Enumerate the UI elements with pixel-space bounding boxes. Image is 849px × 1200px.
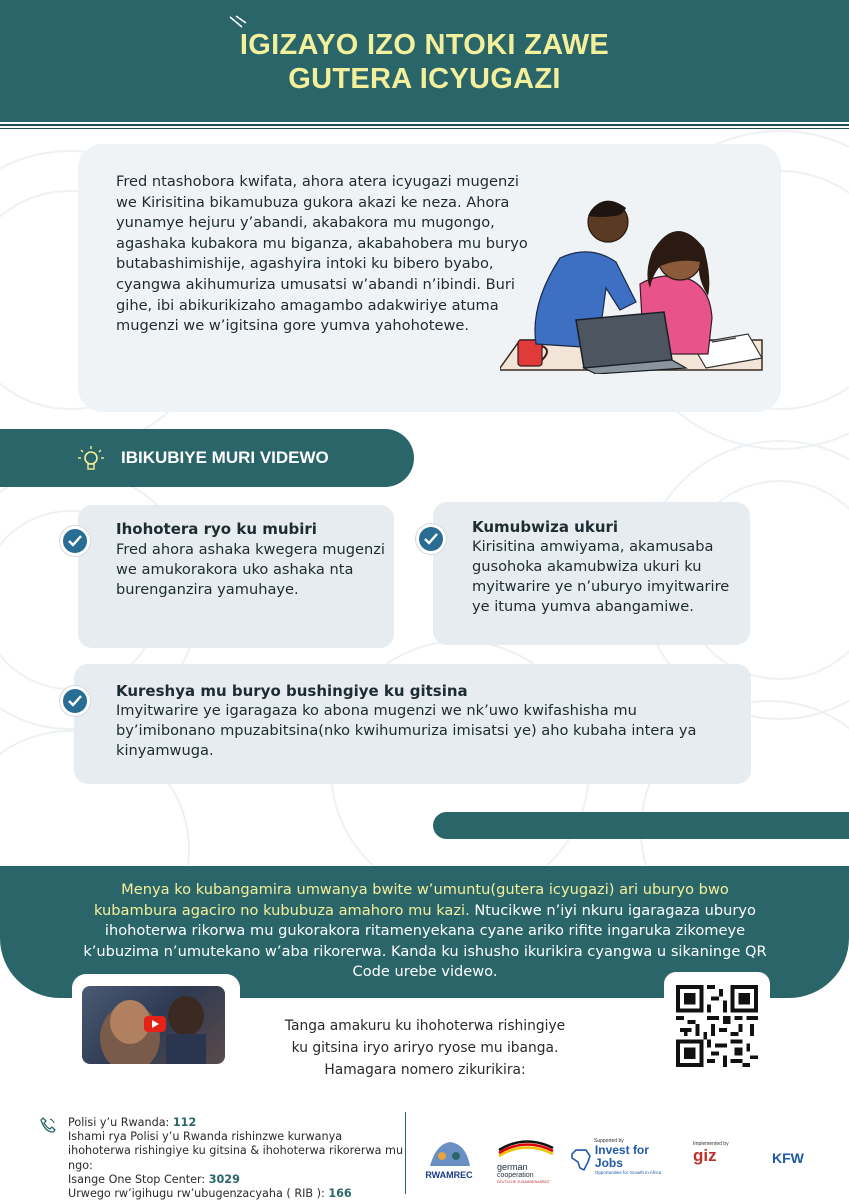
qr-code-icon[interactable] bbox=[676, 985, 758, 1067]
lightbulb-icon bbox=[78, 445, 104, 473]
hotline-label: Urwego rw’igihugu rw’ubugenzacyaha ( RIB ): bbox=[68, 1187, 329, 1200]
report-line-3: Hamagara nomero zikurikira: bbox=[324, 1062, 526, 1078]
hotline-list bbox=[68, 1116, 408, 1200]
card-title: Kumubwiza ukuri bbox=[472, 518, 619, 536]
card-title: Ihohotera ryo ku mubiri bbox=[116, 520, 317, 538]
card-body: Fred ahora ashaka kwegera mugenzi we amukorakora uko ashaka nta burenganzira yamuhaye. bbox=[116, 541, 385, 598]
phone-icon bbox=[40, 1117, 56, 1133]
german-text-3: DEUTSCHE ZUSAMMENARBEIT bbox=[497, 1180, 550, 1184]
ifj-row bbox=[570, 1144, 680, 1176]
play-icon[interactable] bbox=[144, 1016, 166, 1032]
decorative-bar bbox=[433, 812, 849, 839]
title-line-2: GUTERA ICYUGAZI bbox=[288, 63, 561, 95]
german-flag-icon bbox=[497, 1140, 555, 1158]
info-text bbox=[80, 880, 770, 983]
german-text-1: german bbox=[497, 1162, 528, 1172]
info-highlight: Menya ko kubangamira umwanya bwite w’umuntu(gutera icyugazi) ari uburyo bwo kubambura agaciro no kububuza amahoro mu kazi. bbox=[94, 881, 729, 919]
kfw-logo: KFW bbox=[772, 1150, 804, 1166]
check-icon bbox=[416, 524, 446, 554]
card-body: Kirisitina amwiyama, akamusaba gusohoka akamubwiza ukuri ku myitwarire ye n’uburyo imyitwarire ye ituma yumva abangamiwe. bbox=[472, 538, 730, 615]
supported-by-text: Supported by bbox=[594, 1138, 624, 1144]
hotline-rib bbox=[68, 1187, 408, 1200]
report-line-1: Tanga amakuru ku ihohoterwa rishingiye bbox=[284, 1018, 566, 1034]
check-icon bbox=[60, 686, 90, 716]
giz-logo bbox=[693, 1141, 759, 1165]
header-divider bbox=[0, 124, 849, 126]
hotline-number: 166 bbox=[328, 1187, 352, 1200]
info-rest: Ntucikwe n’iyi nkuru igaragaza uburyo ihohoterwa rikorwa mu gukorakora ritamenyekana cyane ariko rifite ingaruka zikomeye k’ubuzima n’umutekano w’aba rikorerwa. Kanda ku ishusho ikurikira cyangwa u sikaninge QR Code urebe videwo. bbox=[83, 901, 767, 980]
hotline-police bbox=[68, 1116, 408, 1130]
implemented-by-text: Implemented by bbox=[693, 1141, 729, 1147]
rwamrec-logo bbox=[420, 1138, 478, 1182]
page-title bbox=[0, 28, 849, 96]
ifj-text: Invest for Jobs bbox=[594, 1143, 649, 1170]
german-cooperation-logo bbox=[497, 1140, 557, 1185]
hotline-number: 3029 bbox=[208, 1172, 240, 1186]
card-body: Imyitwarire ye igaragaza ko abona mugenzi we nk’uwo kwifashisha mu by’imibonano mpuzabitsina(nko kwihumuriza imisatsi ye) aho kubaha intera ya kinyamwuga. bbox=[116, 702, 697, 759]
story-text: Fred ntashobora kwifata, ahora atera icyugazi mugenzi we Kirisitina bikamubuza gukora akazi ke neza. Ahora yunamye hejuru y’abandi, akabakora mu mugongo, agashaka kubakora mu biganza, akabahobera mu buryo butabashimishije, agashyira intoki ku bibero byabo, cyangwa akihumuriza umusatsi w’abandi n’ibindi. Buri gihe, ibi abikurikizaho amagambo adakwiriye atuma mugenzi we w’igitsina gore yumva yahohotewe. bbox=[116, 173, 528, 335]
hotline-number: 112 bbox=[172, 1116, 197, 1129]
rwamrec-text: RWAMREC bbox=[425, 1170, 473, 1180]
header-divider-thin bbox=[0, 128, 849, 129]
check-icon bbox=[60, 526, 90, 556]
german-text-2: cooperation bbox=[497, 1172, 534, 1179]
hotline-label: Isange One Stop Center: bbox=[68, 1172, 209, 1186]
giz-text: giz bbox=[693, 1146, 717, 1165]
office-illustration bbox=[500, 192, 766, 374]
ifj-subtext: Opportunities for Growth in Africa bbox=[594, 1170, 662, 1175]
section-title: IBIKUBIYE MURI VIDEWO bbox=[121, 448, 329, 467]
card-title: Kureshya mu buryo bushingiye ku gitsina bbox=[116, 682, 468, 700]
footer-divider bbox=[405, 1112, 406, 1194]
hotline-isange bbox=[68, 1173, 408, 1187]
africa-icon bbox=[570, 1148, 592, 1172]
title-line-1: IGIZAYO IZO NTOKI ZAWE bbox=[239, 29, 610, 61]
report-text bbox=[270, 1015, 580, 1081]
report-line-2: ku gitsina iryo ariryo ryose mu ibanga. bbox=[291, 1040, 559, 1056]
invest-for-jobs-logo bbox=[570, 1138, 680, 1176]
hotline-label: Polisi y’u Rwanda: bbox=[68, 1116, 173, 1129]
hotline-dept: Ishami rya Polisi y’u Rwanda rishinzwe kurwanya ihohoterwa rishingiye ku gitsina & ihohoterwa rikorerwa mu ngo: bbox=[68, 1130, 404, 1172]
